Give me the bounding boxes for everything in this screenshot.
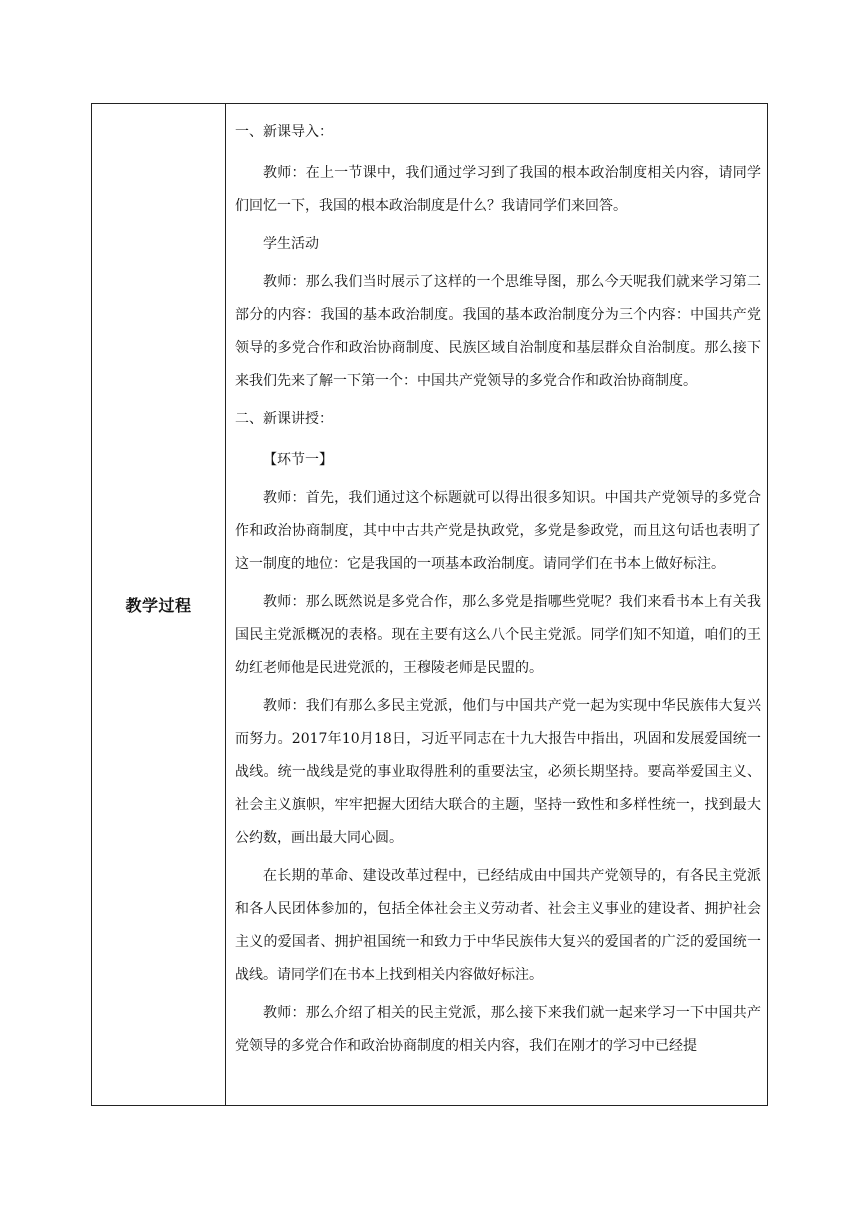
paragraph: 学生活动 bbox=[263, 236, 319, 252]
paragraph: 教师：那么介绍了相关的民主党派，那么接下来我们就一起来学习一下中国共产党领导的多党合作和政治协商制度的相关内容，我们在刚才的学习中已经提 bbox=[235, 1005, 761, 1054]
paragraph: 教师：首先，我们通过这个标题就可以得出很多知识。中国共产党领导的多党合作和政治协商制度，其中中古共产党是执政党，多党是参政党，而且这句话也表明了这一制度的地位：它是我国的一项基本政治制度。请同学们在书本上做好标注。 bbox=[235, 490, 761, 572]
paragraph: 教师：在上一节课中，我们通过学习到了我国的根本政治制度相关内容，请同学们回忆一下，我国的根本政治制度是什么？我请同学们来回答。 bbox=[235, 165, 761, 214]
content-cell bbox=[226, 104, 767, 1105]
paragraph: 教师：那么我们当时展示了这样的一个思维导图，那么今天呢我们就来学习第二部分的内容：我国的基本政治制度。我国的基本政治制度分为三个内容：中国共产党领导的多党合作和政治协商制度、民族区域自治制度和基层群众自治制度。那么接下来我们先来了解一下第一个：中国共产党领导的多党合作和政治协商制度。 bbox=[235, 274, 761, 389]
section-heading: 一、新课导入： bbox=[235, 124, 333, 140]
lesson-plan-table bbox=[91, 103, 768, 1106]
paragraph: 教师：那么既然说是多党合作，那么多党是指哪些党呢？我们来看书本上有关我国民主党派概况的表格。现在主要有这么八个民主党派。同学们知不知道，咱们的王幼红老师他是民进党派的，王穆陵老师是民盟的。 bbox=[235, 594, 761, 676]
paragraph: 教师：我们有那么多民主党派，他们与中国共产党一起为实现中华民族伟大复兴而努力。2017年10月18日，习近平同志在十九大报告中指出，巩固和发展爱国统一战线。统一战线是党的事业取得胜利的重要法宝，必须长期坚持。要高举爱国主义、社会主义旗帜，牢牢把握大团结大联合的主题，坚持一致性和多样性统一，找到最大公约数，画出最大同心圆。 bbox=[235, 698, 761, 846]
row-label: 教学过程 bbox=[125, 596, 192, 615]
paragraph: 在长期的革命、建设改革过程中，已经结成由中国共产党领导的，有各民主党派和各人民团体参加的，包括全体社会主义劳动者、社会主义事业的建设者、拥护社会主义的爱国者、拥护祖国统一和致力于中华民族伟大复兴的爱国者的广泛的爱国统一战线。请同学们在书本上找到相关内容做好标注。 bbox=[235, 868, 761, 983]
paragraph: 【环节一】 bbox=[263, 452, 333, 468]
section-heading: 二、新课讲授： bbox=[235, 411, 333, 427]
row-label-cell bbox=[92, 104, 226, 1105]
